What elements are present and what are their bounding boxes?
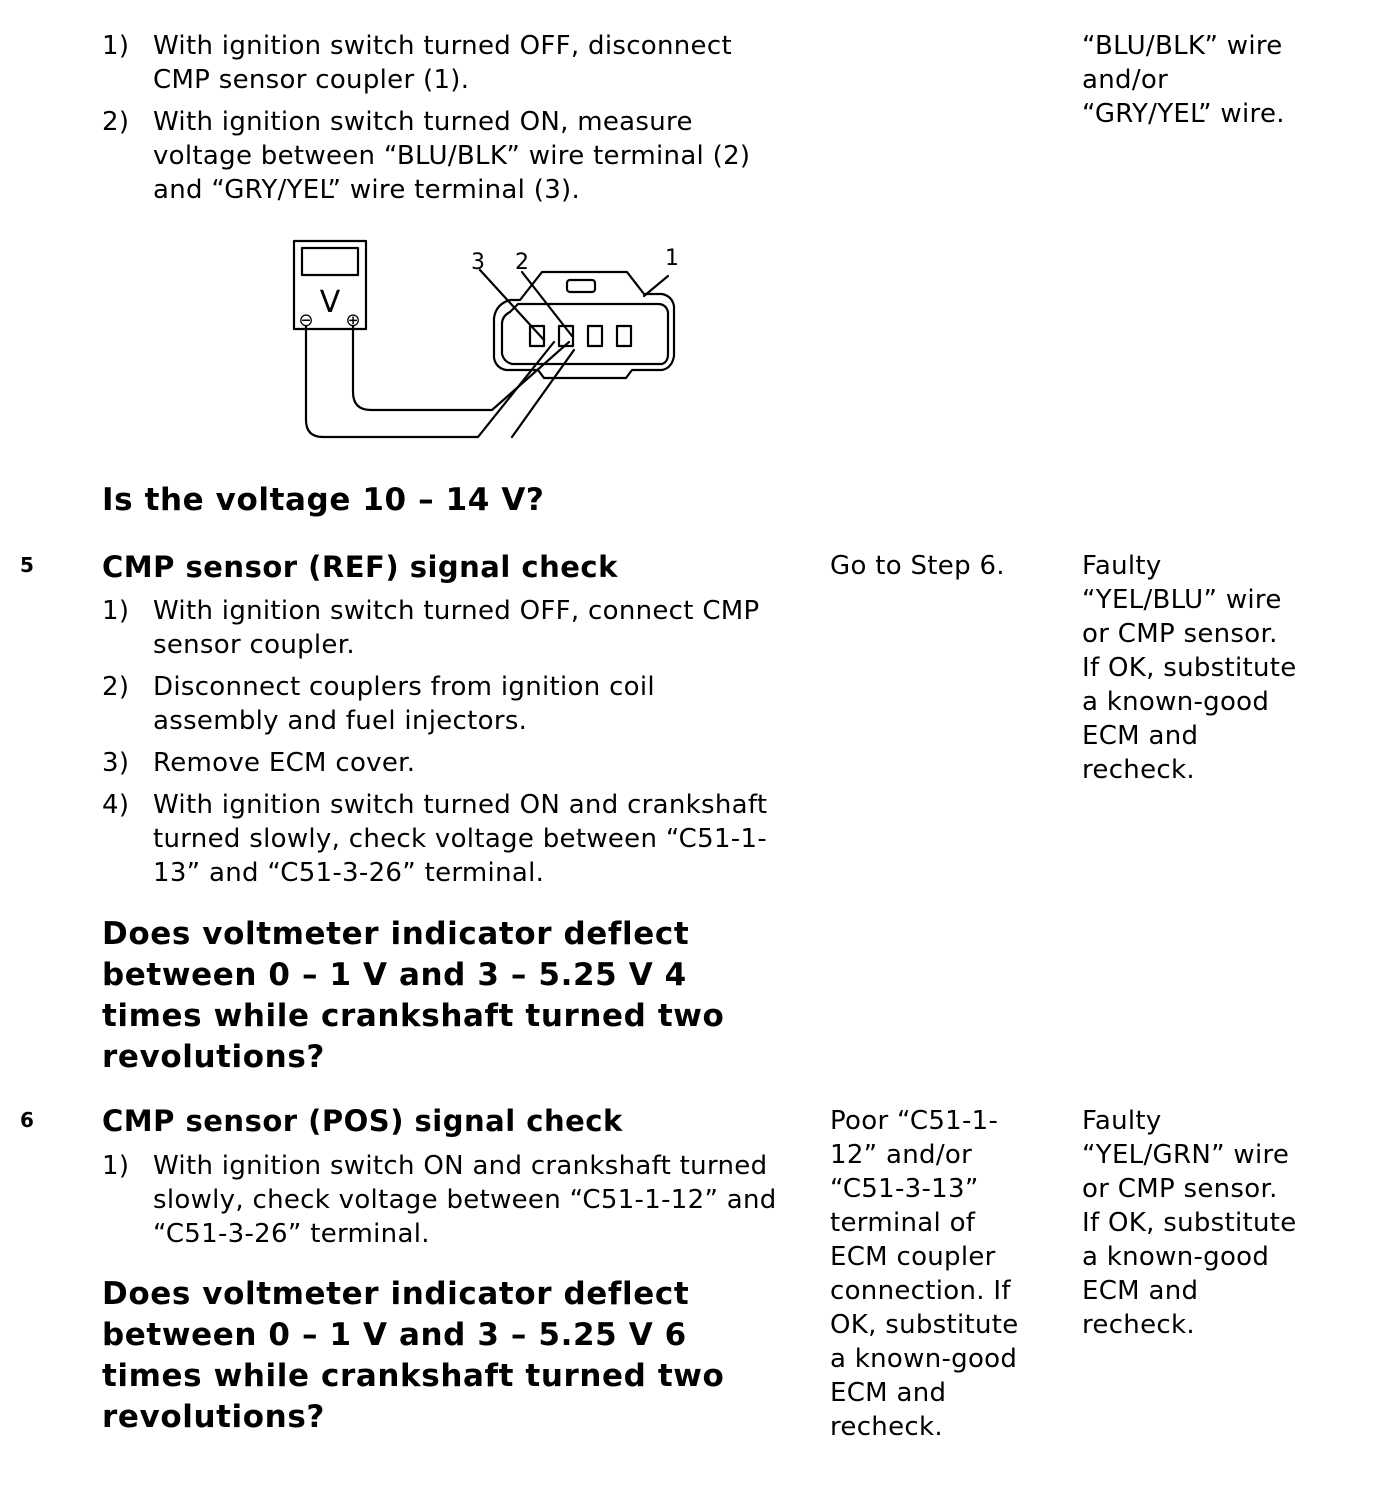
item-number: 2) [102,672,130,702]
item-text: With ignition switch turned OFF, disconnect CMP sensor coupler (1). [153,31,732,95]
item-number: 1) [102,1151,130,1181]
minus-terminal-symbol: ⊖ [298,310,314,331]
step5-item-2 [102,670,802,738]
callout-1: 1 [665,246,679,271]
step5-yes-result: Go to Step 6. [830,551,1005,581]
terminal-a [588,326,602,346]
coupler-shell [494,272,674,378]
item-number: 4) [102,790,130,820]
item-number: 3) [102,748,130,778]
step6-title: CMP sensor (POS) signal check [102,1104,623,1138]
terminal-b [617,326,631,346]
step5-item-1 [102,594,802,662]
item-text: With ignition switch turned ON, measure voltage between “BLU/BLK” wire terminal (2) and “GRY/YEL” wire terminal (3). [153,107,751,205]
step5-no-result: Faulty “YEL/BLU” wire or CMP sensor. If OK, substitute a known-good ECM and recheck. [1082,551,1297,785]
step4-item-1 [102,29,802,97]
step4-question: Is the voltage 10 – 14 V? [102,482,545,518]
step6-number: 6 [20,1108,34,1132]
terminal-3 [530,326,544,346]
step6-question: Does voltmeter indicator deflect between 0 – 1 V and 3 – 5.25 V 6 times while crankshaft turned two revolutions? [102,1276,725,1435]
step5-item-4 [102,788,802,890]
voltmeter-label: V [319,285,341,320]
step5-item-3 [102,746,802,780]
step6-no-result: Faulty “YEL/GRN” wire or CMP sensor. If OK, substitute a known-good ECM and recheck. [1082,1106,1297,1340]
callout-3: 3 [471,250,485,275]
step5-title: CMP sensor (REF) signal check [102,550,618,584]
item-number: 2) [102,107,130,137]
item-number: 1) [102,31,130,61]
step6-yes-result: Poor “C51-1-12” and/or “C51-3-13” terminal of ECM coupler connection. If OK, substitute a known-good ECM and recheck. [830,1106,1019,1442]
callout-2: 2 [515,250,529,275]
item-text: Remove ECM cover. [153,748,416,778]
step4-no-result: “BLU/BLK” wire and/or “GRY/YEL” wire. [1082,31,1285,129]
item-text: With ignition switch ON and crankshaft turned slowly, check voltage between “C51-1-12” and “C51-3-26” terminal. [153,1151,777,1249]
step5-number: 5 [20,553,34,577]
item-text: With ignition switch turned ON and crankshaft turned slowly, check voltage between “C51-1-13” and “C51-3-26” terminal. [153,790,768,888]
item-text: Disconnect couplers from ignition coil assembly and fuel injectors. [153,672,655,736]
step6-item-1 [102,1149,802,1251]
positive-lead [353,326,569,410]
step4-item-2 [102,105,802,207]
step5-question: Does voltmeter indicator deflect between 0 – 1 V and 3 – 5.25 V 4 times while crankshaft turned two revolutions? [102,916,725,1075]
item-number: 1) [102,596,130,626]
voltmeter-coupler-diagram [282,232,702,452]
plus-terminal-symbol: ⊕ [345,310,361,331]
negative-lead [306,326,554,437]
voltmeter-display [302,248,358,275]
item-text: With ignition switch turned OFF, connect CMP sensor coupler. [153,596,760,660]
